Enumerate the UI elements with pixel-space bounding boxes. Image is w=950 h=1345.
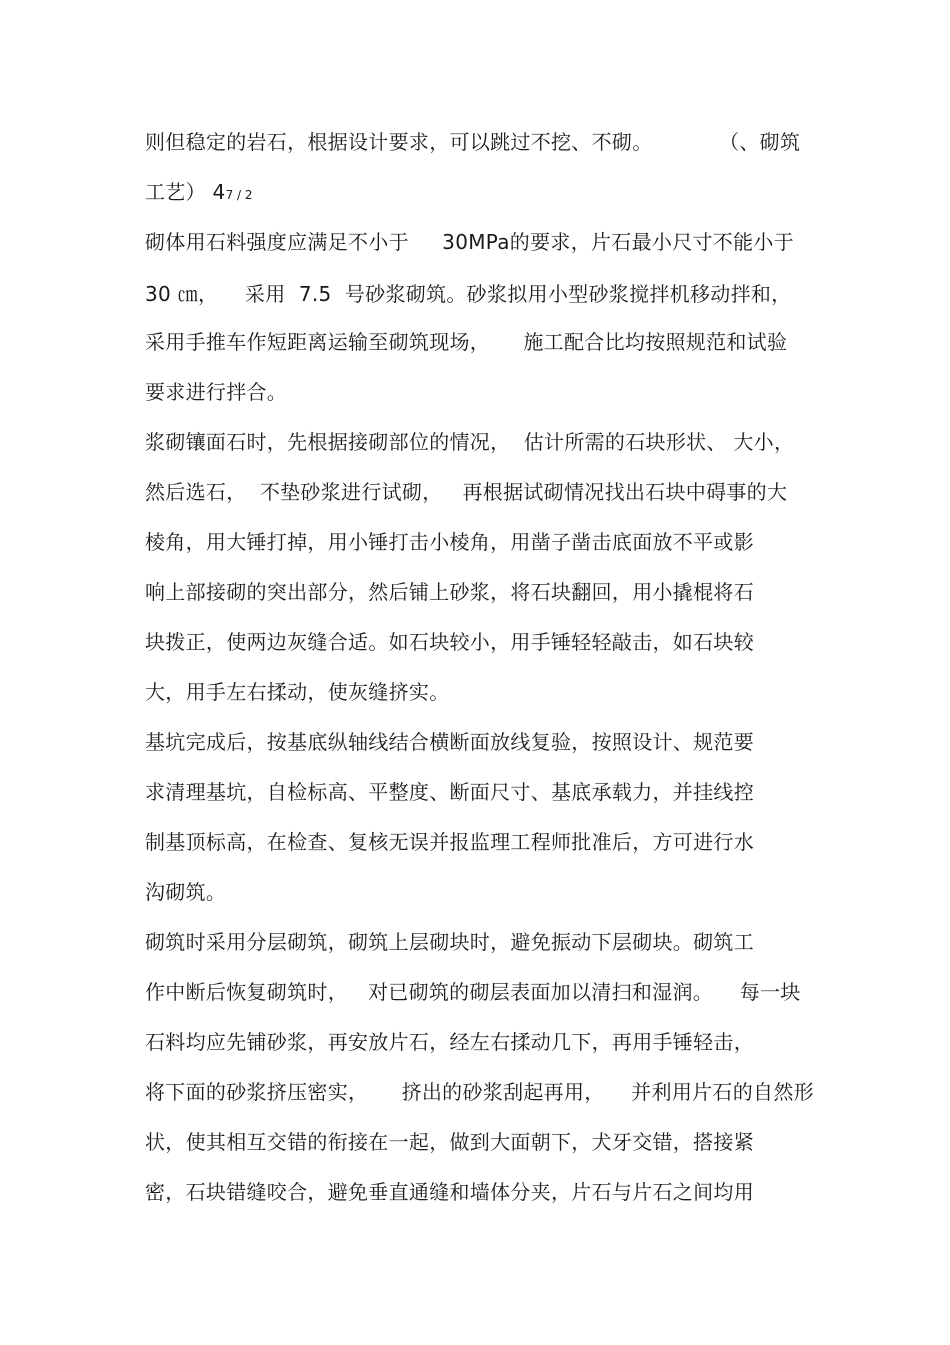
- page-number: 7 / 2: [225, 188, 253, 202]
- text-line: 作中断后恢复砌筑时， 对已砌筑的砌层表面加以清扫和湿润。 每一块: [145, 980, 801, 1004]
- text-line: 制基顶标高，在检查、复核无误并报监理工程师批准后，方可进行水: [145, 830, 754, 854]
- text-line: 则但稳定的岩石，根据设计要求，可以跳过不挖、不砌。 （、砌筑: [145, 130, 801, 154]
- text-line: 砌筑时采用分层砌筑，砌筑上层砌块时，避免振动下层砌块。砌筑工: [145, 930, 754, 954]
- text-line: 30 ㎝， 采用 7.5 号砂浆砌筑。砂浆拟用小型砂浆搅拌机移动拌和，: [145, 282, 792, 306]
- text-line: 状，使其相互交错的衔接在一起，做到大面朝下，犬牙交错，搭接紧: [145, 1130, 754, 1154]
- text-line: 采用手推车作短距离运输至砌筑现场， 施工配合比均按照规范和试验: [145, 330, 788, 354]
- text-line: 求清理基坑，自检标高、平整度、断面尺寸、基底承载力，并挂线控: [145, 780, 754, 804]
- text-line: 块拨正，使两边灰缝合适。如石块较小，用手锤轻轻敲击，如石块较: [145, 630, 754, 654]
- text-line: 大，用手左右揉动，使灰缝挤实。: [145, 680, 450, 704]
- text-line-content: 工艺） 4: [145, 180, 226, 204]
- text-line: 然后选石， 不垫砂浆进行试砌， 再根据试砌情况找出石块中碍事的大: [145, 480, 788, 504]
- text-line: 响上部接砌的突出部分，然后铺上砂浆，将石块翻回，用小撬棍将石: [145, 580, 754, 604]
- text-line: 沟砌筑。: [145, 880, 227, 904]
- text-line: 基坑完成后，按基底纵轴线结合横断面放线复验，按照设计、规范要: [145, 730, 754, 754]
- text-line: 石料均应先铺砂浆，再安放片石，经左右揉动几下，再用手锤轻击，: [145, 1030, 754, 1054]
- text-line: 将下面的砂浆挤压密实， 挤出的砂浆刮起再用， 并利用片石的自然形: [145, 1080, 814, 1104]
- text-line: 要求进行拌合。: [145, 380, 288, 404]
- text-line: 棱角，用大锤打掉，用小锤打击小棱角，用凿子凿击底面放不平或影: [145, 530, 754, 554]
- text-line: 砌体用石料强度应满足不小于 30MPa的要求，片石最小尺寸不能小于: [145, 230, 795, 254]
- text-line: [145, 180, 253, 207]
- text-line: 密，石块错缝咬合，避免垂直通缝和墙体分夹，片石与片石之间均用: [145, 1180, 754, 1204]
- text-line: 浆砌镶面石时，先根据接砌部位的情况， 估计所需的石块形状、 大小，: [145, 430, 795, 454]
